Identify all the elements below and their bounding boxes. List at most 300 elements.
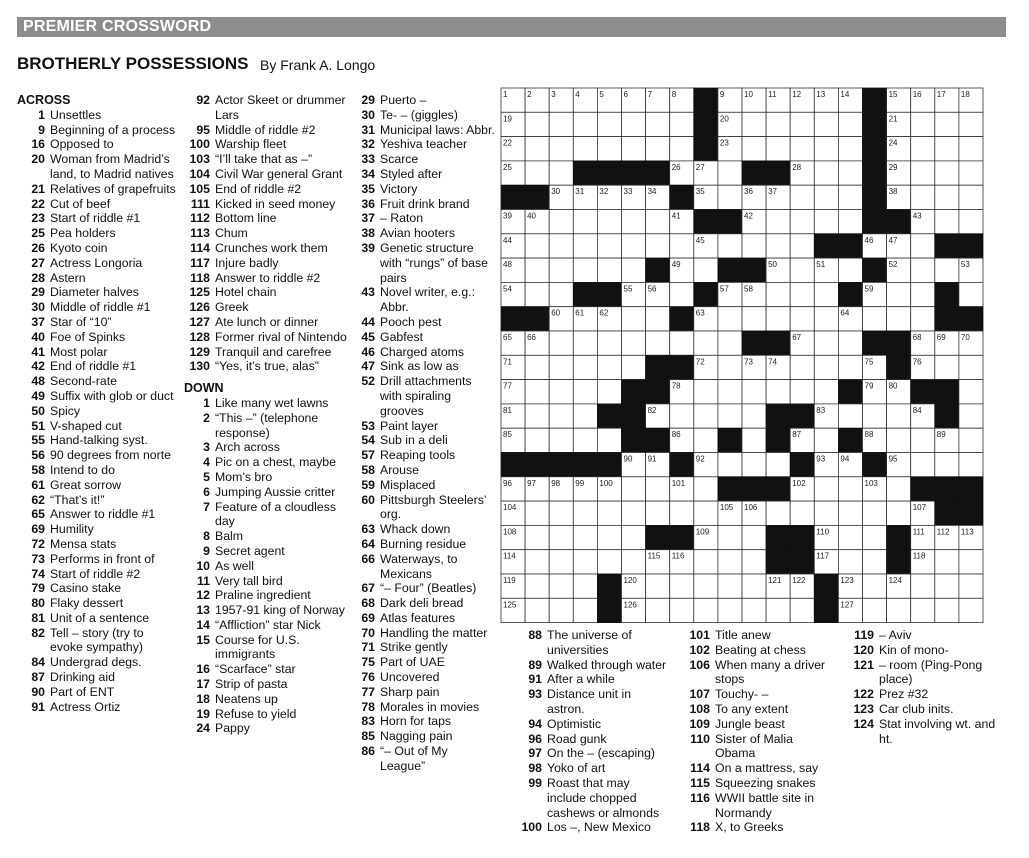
grid-cell[interactable] [573, 331, 597, 355]
grid-cell[interactable] [935, 137, 959, 161]
cell-number: 30 [551, 187, 561, 197]
grid-cell[interactable] [838, 550, 862, 574]
grid-cell[interactable] [911, 161, 935, 185]
grid-cell[interactable] [597, 380, 621, 404]
grid-cell[interactable] [935, 550, 959, 574]
grid-cell[interactable] [766, 210, 790, 234]
grid-cell[interactable] [863, 525, 887, 549]
grid-cell[interactable] [525, 137, 549, 161]
grid-cell[interactable] [790, 282, 814, 306]
grid-cell[interactable] [525, 428, 549, 452]
grid-cell[interactable] [549, 428, 573, 452]
clue-text: Car club inits. [879, 701, 954, 716]
grid-cell[interactable] [790, 307, 814, 331]
grid-cell[interactable] [887, 282, 911, 306]
grid-cell[interactable] [935, 161, 959, 185]
grid-cell[interactable] [694, 258, 718, 282]
grid-cell[interactable] [814, 380, 838, 404]
grid-cell[interactable] [525, 501, 549, 525]
grid-cell[interactable] [670, 574, 694, 598]
grid-cell[interactable] [646, 210, 670, 234]
clue-number: 22 [31, 196, 45, 211]
grid-cell[interactable] [790, 137, 814, 161]
grid-cell[interactable] [838, 525, 862, 549]
grid-cell[interactable] [597, 234, 621, 258]
grid-cell[interactable] [838, 112, 862, 136]
grid-cell[interactable] [670, 598, 694, 622]
cell-number: 33 [623, 187, 633, 197]
grid-cell[interactable] [863, 404, 887, 428]
grid-cell[interactable] [622, 234, 646, 258]
cell-number: 88 [864, 430, 874, 440]
grid-cell[interactable] [959, 453, 983, 477]
grid-cell[interactable] [863, 550, 887, 574]
grid-cell[interactable] [718, 234, 742, 258]
grid-cell[interactable] [959, 598, 983, 622]
grid-cell[interactable] [959, 380, 983, 404]
clue-number: 57 [361, 448, 375, 463]
grid-cell[interactable] [814, 112, 838, 136]
clue-text: Flaky dessert [50, 596, 124, 611]
clue-number: 128 [189, 329, 210, 344]
grid-cell[interactable] [597, 550, 621, 574]
grid-cell[interactable] [525, 234, 549, 258]
grid-cell[interactable] [742, 112, 766, 136]
grid-cell[interactable] [911, 137, 935, 161]
grid-cell[interactable] [814, 210, 838, 234]
grid-cell[interactable] [694, 404, 718, 428]
grid-cell[interactable] [790, 185, 814, 209]
clue-text: Optimistic [547, 716, 601, 731]
grid-cell[interactable] [838, 501, 862, 525]
grid-cell[interactable] [694, 380, 718, 404]
grid-cell[interactable] [911, 453, 935, 477]
grid-cell[interactable] [573, 258, 597, 282]
down-clue [355, 315, 495, 330]
grid-cell[interactable] [694, 428, 718, 452]
down-clue [184, 707, 349, 722]
across-clue [17, 463, 177, 478]
clue-text: Whack down [380, 522, 451, 537]
grid-cell[interactable] [863, 574, 887, 598]
grid-cell[interactable] [670, 282, 694, 306]
grid-cell[interactable] [742, 574, 766, 598]
grid-cell[interactable] [525, 525, 549, 549]
grid-cell[interactable] [814, 501, 838, 525]
clue-number: 41 [31, 344, 45, 359]
black-square [935, 380, 959, 404]
down-clue [520, 776, 670, 820]
clue-number: 45 [361, 329, 375, 344]
grid-cell[interactable] [573, 598, 597, 622]
grid-cell[interactable] [838, 210, 862, 234]
grid-cell[interactable] [911, 282, 935, 306]
grid-cell[interactable] [814, 185, 838, 209]
grid-cell[interactable] [718, 185, 742, 209]
grid-cell[interactable] [573, 210, 597, 234]
grid-cell[interactable] [670, 112, 694, 136]
grid-cell[interactable] [935, 598, 959, 622]
grid-cell[interactable] [549, 355, 573, 379]
grid-cell[interactable] [549, 137, 573, 161]
grid-cell[interactable] [838, 137, 862, 161]
grid-cell[interactable] [622, 307, 646, 331]
grid-cell[interactable] [597, 137, 621, 161]
grid-cell[interactable] [790, 234, 814, 258]
cell-number: 116 [671, 551, 685, 561]
grid-cell[interactable] [646, 137, 670, 161]
grid-cell[interactable] [838, 161, 862, 185]
grid-cell[interactable] [887, 428, 911, 452]
grid-cell[interactable] [911, 307, 935, 331]
grid-cell[interactable] [573, 404, 597, 428]
grid-cell[interactable] [718, 574, 742, 598]
clue-column-3 [355, 93, 495, 774]
grid-cell[interactable] [935, 258, 959, 282]
grid-cell[interactable] [766, 501, 790, 525]
cell-number: 54 [503, 284, 512, 294]
down-clue [355, 478, 495, 493]
grid-cell[interactable] [525, 404, 549, 428]
grid-cell[interactable] [790, 210, 814, 234]
grid-cell[interactable] [646, 598, 670, 622]
grid-cell[interactable] [573, 234, 597, 258]
grid-cell[interactable] [887, 307, 911, 331]
grid-cell[interactable] [959, 282, 983, 306]
black-square [935, 501, 959, 525]
grid-cell[interactable] [718, 525, 742, 549]
grid-cell[interactable] [935, 453, 959, 477]
grid-cell[interactable] [549, 501, 573, 525]
clue-number: 21 [31, 181, 45, 196]
grid-cell[interactable] [814, 137, 838, 161]
grid-cell[interactable] [573, 574, 597, 598]
grid-cell[interactable] [766, 453, 790, 477]
cell-number: 39 [503, 211, 512, 221]
clue-number: 126 [189, 300, 210, 315]
grid-cell[interactable] [814, 331, 838, 355]
grid-cell[interactable] [838, 477, 862, 501]
clue-number: 32 [361, 137, 375, 152]
grid-cell[interactable] [622, 550, 646, 574]
grid-cell[interactable] [959, 112, 983, 136]
clue-text: Arch across [215, 440, 280, 455]
grid-cell[interactable] [718, 380, 742, 404]
grid-cell[interactable] [790, 380, 814, 404]
grid-cell[interactable] [549, 210, 573, 234]
clue-number: 24 [196, 721, 210, 736]
grid-cell[interactable] [742, 404, 766, 428]
grid-cell[interactable] [838, 404, 862, 428]
grid-cell[interactable] [959, 428, 983, 452]
grid-cell[interactable] [838, 258, 862, 282]
grid-cell[interactable] [573, 550, 597, 574]
clue-number: 60 [361, 492, 375, 507]
grid-cell[interactable] [646, 234, 670, 258]
grid-cell[interactable] [670, 404, 694, 428]
grid-cell[interactable] [766, 307, 790, 331]
down-clue [355, 537, 495, 552]
cell-number: 31 [575, 187, 585, 197]
grid-cell[interactable] [573, 501, 597, 525]
grid-cell[interactable] [525, 380, 549, 404]
grid-cell[interactable] [718, 331, 742, 355]
grid-cell[interactable] [959, 185, 983, 209]
grid-cell[interactable] [838, 185, 862, 209]
grid-cell[interactable] [814, 282, 838, 306]
grid-cell[interactable] [959, 550, 983, 574]
grid-cell[interactable] [622, 112, 646, 136]
grid-cell[interactable] [887, 404, 911, 428]
grid-cell[interactable] [911, 598, 935, 622]
cell-number: 5 [599, 90, 604, 99]
grid-cell[interactable] [622, 525, 646, 549]
grid-cell[interactable] [959, 355, 983, 379]
grid-cell[interactable] [790, 598, 814, 622]
grid-cell[interactable] [742, 380, 766, 404]
cell-number: 44 [503, 235, 512, 245]
down-clue [355, 152, 495, 167]
across-clue [17, 226, 177, 241]
grid-cell[interactable] [838, 331, 862, 355]
grid-cell[interactable] [790, 355, 814, 379]
clue-text: Actor Skeet or drummer Lars [215, 93, 346, 122]
grid-cell[interactable] [814, 355, 838, 379]
across-clue [17, 315, 177, 330]
grid-cell[interactable] [935, 112, 959, 136]
grid-cell[interactable] [742, 453, 766, 477]
grid-cell[interactable] [766, 380, 790, 404]
grid-cell[interactable] [694, 574, 718, 598]
grid-cell[interactable] [549, 161, 573, 185]
grid-cell[interactable] [742, 550, 766, 574]
grid-cell[interactable] [718, 161, 742, 185]
grid-cell[interactable] [959, 574, 983, 598]
grid-cell[interactable] [573, 355, 597, 379]
grid-cell[interactable] [718, 453, 742, 477]
grid-cell[interactable] [863, 598, 887, 622]
cell-number: 2 [527, 90, 532, 99]
grid-cell[interactable] [935, 210, 959, 234]
grid-cell[interactable] [573, 137, 597, 161]
black-square [790, 453, 814, 477]
clue-number: 66 [361, 551, 375, 566]
grid-cell[interactable] [525, 598, 549, 622]
grid-cell[interactable] [646, 501, 670, 525]
grid-cell[interactable] [935, 574, 959, 598]
grid-cell[interactable] [911, 185, 935, 209]
grid-cell[interactable] [863, 501, 887, 525]
clue-text: Part of UAE [380, 655, 445, 670]
down-clue [682, 820, 832, 835]
across-clue [184, 285, 349, 300]
down-clue [184, 574, 349, 589]
grid-cell[interactable] [549, 574, 573, 598]
grid-cell[interactable] [694, 550, 718, 574]
grid-cell[interactable] [622, 137, 646, 161]
cell-number: 40 [527, 211, 537, 221]
cell-number: 118 [912, 551, 926, 561]
grid-cell[interactable] [597, 525, 621, 549]
grid-cell[interactable] [911, 258, 935, 282]
grid-cell[interactable] [646, 477, 670, 501]
grid-cell[interactable] [838, 355, 862, 379]
clue-text: Pea holders [50, 226, 116, 241]
grid-cell[interactable] [525, 258, 549, 282]
grid-cell[interactable] [597, 355, 621, 379]
grid-cell[interactable] [959, 404, 983, 428]
grid-cell[interactable] [766, 112, 790, 136]
grid-cell[interactable] [622, 258, 646, 282]
grid-cell[interactable] [959, 161, 983, 185]
cell-number: 81 [503, 405, 512, 415]
grid-cell[interactable] [814, 477, 838, 501]
grid-cell[interactable] [549, 404, 573, 428]
down-clue [355, 330, 495, 345]
clue-text: Bottom line [215, 211, 277, 226]
grid-cell[interactable] [790, 258, 814, 282]
crossword-grid[interactable] [500, 87, 1007, 623]
grid-cell[interactable] [718, 355, 742, 379]
clue-number: 12 [196, 588, 210, 603]
grid-cell[interactable] [549, 112, 573, 136]
clue-text: Relatives of grapefruits [50, 181, 176, 196]
grid-cell[interactable] [573, 525, 597, 549]
grid-cell[interactable] [549, 525, 573, 549]
clue-number: 50 [31, 403, 45, 418]
grid-cell[interactable] [646, 331, 670, 355]
grid-cell[interactable] [622, 477, 646, 501]
grid-cell[interactable] [622, 355, 646, 379]
down-clue [355, 670, 495, 685]
grid-cell[interactable] [911, 428, 935, 452]
clue-number: 56 [31, 448, 45, 463]
grid-cell[interactable] [597, 428, 621, 452]
black-square [670, 355, 694, 379]
grid-cell[interactable] [718, 404, 742, 428]
grid-cell[interactable] [911, 112, 935, 136]
grid-cell[interactable] [525, 112, 549, 136]
grid-cell[interactable] [597, 112, 621, 136]
down-clue [355, 167, 495, 182]
grid-cell[interactable] [863, 307, 887, 331]
grid-cell[interactable] [622, 331, 646, 355]
grid-cell[interactable] [670, 137, 694, 161]
grid-cell[interactable] [525, 161, 549, 185]
grid-cell[interactable] [670, 501, 694, 525]
grid-cell[interactable] [525, 574, 549, 598]
grid-cell[interactable] [790, 501, 814, 525]
clue-number: 44 [361, 314, 375, 329]
grid-cell[interactable] [549, 598, 573, 622]
grid-cell[interactable] [597, 258, 621, 282]
grid-cell[interactable] [549, 380, 573, 404]
black-square [646, 161, 670, 185]
grid-cell[interactable] [694, 331, 718, 355]
grid-cell[interactable] [549, 234, 573, 258]
grid-cell[interactable] [646, 574, 670, 598]
grid-cell[interactable] [694, 477, 718, 501]
grid-cell[interactable] [622, 210, 646, 234]
across-clue [17, 611, 177, 626]
grid-cell[interactable] [597, 501, 621, 525]
grid-cell[interactable] [549, 550, 573, 574]
grid-cell[interactable] [549, 282, 573, 306]
grid-cell[interactable] [694, 598, 718, 622]
grid-cell[interactable] [742, 598, 766, 622]
grid-cell[interactable] [814, 428, 838, 452]
grid-cell[interactable] [766, 137, 790, 161]
grid-cell[interactable] [887, 477, 911, 501]
grid-cell[interactable] [525, 355, 549, 379]
grid-cell[interactable] [597, 331, 621, 355]
down-clue [184, 485, 349, 500]
grid-cell[interactable] [646, 112, 670, 136]
clue-number: 88 [528, 628, 542, 642]
grid-cell[interactable] [887, 501, 911, 525]
grid-cell[interactable] [935, 185, 959, 209]
grid-cell[interactable] [573, 428, 597, 452]
grid-cell[interactable] [742, 428, 766, 452]
grid-cell[interactable] [694, 501, 718, 525]
grid-cell[interactable] [525, 550, 549, 574]
clue-number: 120 [853, 642, 874, 657]
down-clue [682, 687, 832, 702]
grid-cell[interactable] [573, 112, 597, 136]
grid-cell[interactable] [573, 380, 597, 404]
grid-cell[interactable] [742, 234, 766, 258]
across-clue [184, 330, 349, 345]
grid-cell[interactable] [646, 307, 670, 331]
grid-cell[interactable] [622, 501, 646, 525]
down-clue [682, 791, 832, 821]
grid-cell[interactable] [718, 550, 742, 574]
grid-cell[interactable] [718, 598, 742, 622]
grid-cell[interactable] [766, 598, 790, 622]
grid-cell[interactable] [911, 574, 935, 598]
grid-cell[interactable] [814, 161, 838, 185]
cell-number: 114 [503, 551, 516, 561]
grid-cell[interactable] [718, 307, 742, 331]
grid-cell[interactable] [670, 234, 694, 258]
grid-cell[interactable] [959, 137, 983, 161]
grid-cell[interactable] [766, 282, 790, 306]
grid-cell[interactable] [814, 307, 838, 331]
grid-cell[interactable] [525, 282, 549, 306]
grid-cell[interactable] [790, 112, 814, 136]
clue-number: 30 [361, 107, 375, 122]
clue-text: “That’s it!” [50, 492, 105, 507]
black-square [718, 477, 742, 501]
grid-cell[interactable] [742, 137, 766, 161]
clue-number: 29 [31, 285, 45, 300]
grid-cell[interactable] [959, 210, 983, 234]
grid-cell[interactable] [670, 331, 694, 355]
grid-cell[interactable] [887, 598, 911, 622]
grid-cell[interactable] [549, 331, 573, 355]
grid-cell[interactable] [742, 525, 766, 549]
cell-number: 7 [647, 90, 653, 99]
grid-cell[interactable] [766, 234, 790, 258]
clue-text: Kyoto coin [50, 240, 108, 255]
grid-cell[interactable] [597, 210, 621, 234]
grid-cell[interactable] [549, 258, 573, 282]
clue-text: Pooch pest [380, 314, 442, 329]
grid-cell[interactable] [742, 307, 766, 331]
grid-cell[interactable] [935, 355, 959, 379]
grid-cell[interactable] [911, 234, 935, 258]
clue-text: Handling the matter [380, 625, 488, 640]
